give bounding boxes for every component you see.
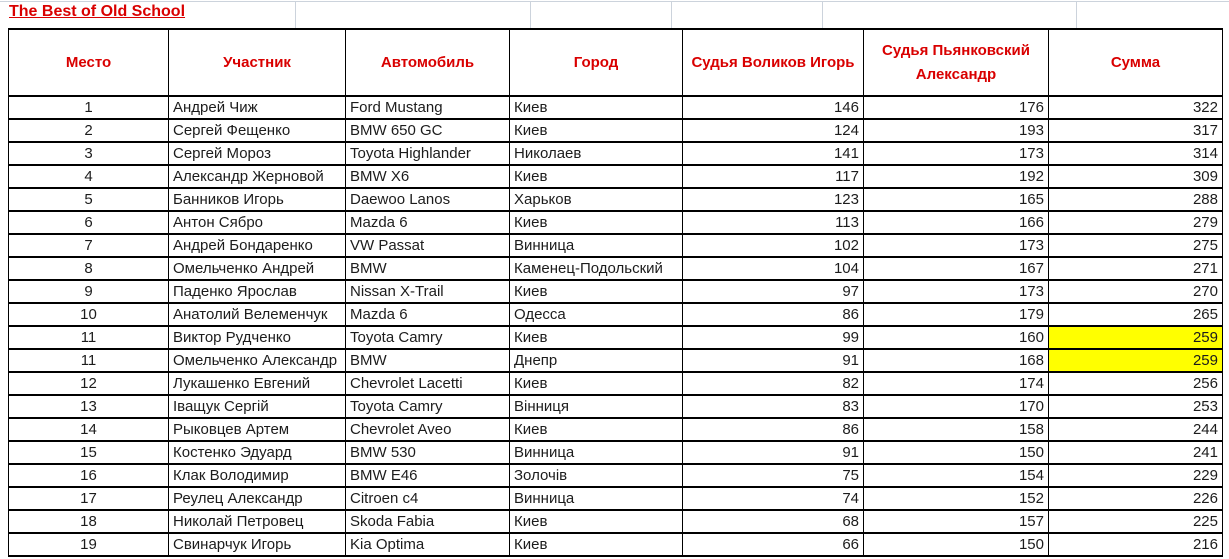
column-header-judge2[interactable]: Судья Пьянковский Александр [864, 29, 1049, 96]
cell-city[interactable]: Киев [510, 533, 683, 556]
table-row [9, 96, 1223, 119]
cell-car[interactable]: Citroen c4 [346, 487, 510, 510]
cell-city[interactable]: Киев [510, 280, 683, 303]
cell-judge2[interactable]: 173 [864, 234, 1049, 257]
cell-judge1[interactable]: 146 [683, 96, 864, 119]
cell-city[interactable]: Винница [510, 441, 683, 464]
results-table [8, 28, 1223, 557]
cell-judge2[interactable]: 152 [864, 487, 1049, 510]
cell-total[interactable]: 271 [1049, 257, 1223, 280]
cell-total[interactable]: 216 [1049, 533, 1223, 556]
cell-place[interactable]: 17 [9, 487, 169, 510]
cell-total[interactable]: 265 [1049, 303, 1223, 326]
cell-city[interactable]: Киев [510, 165, 683, 188]
cell-place[interactable]: 6 [9, 211, 169, 234]
column-header-total[interactable]: Сумма [1049, 29, 1223, 96]
cell-participant[interactable]: Анатолий Велеменчук [169, 303, 346, 326]
column-header-city[interactable]: Город [510, 29, 683, 96]
cell-judge1[interactable]: 91 [683, 441, 864, 464]
cell-car[interactable]: BMW 530 [346, 441, 510, 464]
cell-participant[interactable]: Клак Володимир [169, 464, 346, 487]
cell-judge1[interactable]: 117 [683, 165, 864, 188]
cell-participant[interactable]: Андрей Бондаренко [169, 234, 346, 257]
cell-car[interactable]: Ford Mustang [346, 96, 510, 119]
cell-place[interactable]: 11 [9, 349, 169, 372]
cell-city[interactable]: Харьков [510, 188, 683, 211]
cell-total[interactable]: 317 [1049, 119, 1223, 142]
cell-car[interactable]: Mazda 6 [346, 303, 510, 326]
cell-judge1[interactable]: 75 [683, 464, 864, 487]
cell-total[interactable]: 275 [1049, 234, 1223, 257]
table-row [9, 464, 1223, 487]
cell-judge1[interactable]: 74 [683, 487, 864, 510]
cell-city[interactable]: Киев [510, 510, 683, 533]
table-body [9, 96, 1223, 556]
cell-city[interactable]: Винница [510, 234, 683, 257]
table-row [9, 142, 1223, 165]
cell-judge1[interactable]: 141 [683, 142, 864, 165]
cell-total[interactable]: 253 [1049, 395, 1223, 418]
cell-judge2[interactable]: 165 [864, 188, 1049, 211]
cell-participant[interactable]: Рыковцев Артем [169, 418, 346, 441]
cell-city[interactable]: Николаев [510, 142, 683, 165]
cell-judge2[interactable]: 173 [864, 142, 1049, 165]
cell-participant[interactable]: Сергей Фещенко [169, 119, 346, 142]
cell-judge1[interactable]: 124 [683, 119, 864, 142]
cell-total[interactable]: 259 [1049, 326, 1223, 349]
cell-participant[interactable]: Сергей Мороз [169, 142, 346, 165]
cell-judge2[interactable]: 192 [864, 165, 1049, 188]
cell-total[interactable]: 288 [1049, 188, 1223, 211]
cell-participant[interactable]: Лукашенко Евгений [169, 372, 346, 395]
cell-place[interactable]: 14 [9, 418, 169, 441]
cell-total[interactable]: 314 [1049, 142, 1223, 165]
gridline-vertical [1076, 2, 1077, 28]
cell-place[interactable]: 11 [9, 326, 169, 349]
table-row [9, 211, 1223, 234]
cell-total[interactable]: 225 [1049, 510, 1223, 533]
cell-car[interactable]: BMW [346, 349, 510, 372]
table-row [9, 280, 1223, 303]
cell-car[interactable]: Skoda Fabia [346, 510, 510, 533]
cell-participant[interactable]: Николай Петровец [169, 510, 346, 533]
cell-participant[interactable]: Александр Жерновой [169, 165, 346, 188]
cell-judge2[interactable]: 150 [864, 441, 1049, 464]
cell-place[interactable]: 10 [9, 303, 169, 326]
column-header-participant[interactable]: Участник [169, 29, 346, 96]
cell-place[interactable]: 2 [9, 119, 169, 142]
cell-car[interactable]: Toyota Highlander [346, 142, 510, 165]
cell-place[interactable]: 12 [9, 372, 169, 395]
gridline-vertical [822, 2, 823, 28]
gridline-vertical [671, 2, 672, 28]
cell-participant[interactable]: Іващук Сергій [169, 395, 346, 418]
cell-city[interactable]: Одесса [510, 303, 683, 326]
table-row [9, 372, 1223, 395]
cell-judge1[interactable]: 82 [683, 372, 864, 395]
table-row [9, 349, 1223, 372]
cell-car[interactable]: Toyota Camry [346, 326, 510, 349]
cell-place[interactable]: 9 [9, 280, 169, 303]
cell-city[interactable]: Киев [510, 96, 683, 119]
table-row [9, 533, 1223, 556]
cell-total[interactable]: 229 [1049, 464, 1223, 487]
cell-car[interactable]: BMW X6 [346, 165, 510, 188]
cell-car[interactable]: BMW 650 GC [346, 119, 510, 142]
cell-car[interactable]: Daewoo Lanos [346, 188, 510, 211]
cell-judge1[interactable]: 102 [683, 234, 864, 257]
cell-place[interactable]: 13 [9, 395, 169, 418]
cell-city[interactable]: Киев [510, 211, 683, 234]
cell-total[interactable]: 256 [1049, 372, 1223, 395]
cell-judge1[interactable]: 104 [683, 257, 864, 280]
cell-participant[interactable]: Реулец Александр [169, 487, 346, 510]
cell-total[interactable]: 309 [1049, 165, 1223, 188]
table-row [9, 303, 1223, 326]
cell-judge2[interactable]: 167 [864, 257, 1049, 280]
cell-total[interactable]: 322 [1049, 96, 1223, 119]
cell-judge1[interactable]: 86 [683, 303, 864, 326]
cell-total[interactable]: 244 [1049, 418, 1223, 441]
gridline-horizontal [0, 1, 1229, 2]
cell-judge2[interactable]: 174 [864, 372, 1049, 395]
cell-place[interactable]: 19 [9, 533, 169, 556]
cell-car[interactable]: Chevrolet Aveo [346, 418, 510, 441]
cell-participant[interactable]: Свинарчук Игорь [169, 533, 346, 556]
cell-judge2[interactable]: 193 [864, 119, 1049, 142]
cell-judge1[interactable]: 83 [683, 395, 864, 418]
cell-judge1[interactable]: 66 [683, 533, 864, 556]
cell-car[interactable]: BMW [346, 257, 510, 280]
cell-total[interactable]: 226 [1049, 487, 1223, 510]
cell-judge2[interactable]: 166 [864, 211, 1049, 234]
cell-judge1[interactable]: 97 [683, 280, 864, 303]
header-row [9, 29, 1223, 96]
gridline-vertical [295, 2, 296, 28]
cell-place[interactable]: 18 [9, 510, 169, 533]
cell-car[interactable]: Nissan X-Trail [346, 280, 510, 303]
cell-judge2[interactable]: 179 [864, 303, 1049, 326]
cell-city[interactable]: Золочів [510, 464, 683, 487]
table-row [9, 395, 1223, 418]
cell-participant[interactable]: Омельченко Александр [169, 349, 346, 372]
cell-place[interactable]: 15 [9, 441, 169, 464]
cell-city[interactable]: Киев [510, 119, 683, 142]
cell-total[interactable]: 259 [1049, 349, 1223, 372]
cell-car[interactable]: Mazda 6 [346, 211, 510, 234]
cell-city[interactable]: Киев [510, 418, 683, 441]
cell-city[interactable]: Киев [510, 372, 683, 395]
cell-participant[interactable]: Банников Игорь [169, 188, 346, 211]
cell-place[interactable]: 16 [9, 464, 169, 487]
cell-judge2[interactable]: 150 [864, 533, 1049, 556]
cell-participant[interactable]: Омельченко Андрей [169, 257, 346, 280]
sheet-title: The Best of Old School [9, 3, 186, 20]
table-row [9, 188, 1223, 211]
cell-place[interactable]: 5 [9, 188, 169, 211]
cell-participant[interactable]: Виктор Рудченко [169, 326, 346, 349]
cell-city[interactable]: Вінниця [510, 395, 683, 418]
cell-judge2[interactable]: 173 [864, 280, 1049, 303]
cell-judge1[interactable]: 68 [683, 510, 864, 533]
cell-place[interactable]: 8 [9, 257, 169, 280]
cell-participant[interactable]: Антон Сябро [169, 211, 346, 234]
cell-car[interactable]: Kia Optima [346, 533, 510, 556]
cell-total[interactable]: 279 [1049, 211, 1223, 234]
cell-car[interactable]: VW Passat [346, 234, 510, 257]
cell-participant[interactable]: Андрей Чиж [169, 96, 346, 119]
cell-city[interactable]: Киев [510, 326, 683, 349]
cell-judge1[interactable]: 123 [683, 188, 864, 211]
cell-judge1[interactable]: 86 [683, 418, 864, 441]
table-row [9, 510, 1223, 533]
cell-city[interactable]: Днепр [510, 349, 683, 372]
cell-judge2[interactable]: 158 [864, 418, 1049, 441]
cell-judge2[interactable]: 168 [864, 349, 1049, 372]
cell-total[interactable]: 270 [1049, 280, 1223, 303]
cell-place[interactable]: 7 [9, 234, 169, 257]
cell-judge1[interactable]: 113 [683, 211, 864, 234]
cell-judge2[interactable]: 176 [864, 96, 1049, 119]
cell-judge2[interactable]: 157 [864, 510, 1049, 533]
cell-judge2[interactable]: 154 [864, 464, 1049, 487]
table-row [9, 257, 1223, 280]
cell-place[interactable]: 3 [9, 142, 169, 165]
column-header-judge1[interactable]: Судья Воликов Игорь [683, 29, 864, 96]
cell-car[interactable]: Toyota Camry [346, 395, 510, 418]
gridline-vertical [530, 2, 531, 28]
table-row [9, 441, 1223, 464]
column-header-car[interactable]: Автомобиль [346, 29, 510, 96]
cell-participant[interactable]: Паденко Ярослав [169, 280, 346, 303]
cell-place[interactable]: 4 [9, 165, 169, 188]
cell-place[interactable]: 1 [9, 96, 169, 119]
table-row [9, 487, 1223, 510]
cell-total[interactable]: 241 [1049, 441, 1223, 464]
column-header-place[interactable]: Место [9, 29, 169, 96]
cell-car[interactable]: BMW E46 [346, 464, 510, 487]
table-row [9, 165, 1223, 188]
cell-judge2[interactable]: 160 [864, 326, 1049, 349]
table-row [9, 234, 1223, 257]
table-row [9, 119, 1223, 142]
cell-judge2[interactable]: 170 [864, 395, 1049, 418]
table-row [9, 326, 1223, 349]
cell-judge1[interactable]: 91 [683, 349, 864, 372]
table-row [9, 418, 1223, 441]
cell-city[interactable]: Винница [510, 487, 683, 510]
cell-city[interactable]: Каменец-Подольский [510, 257, 683, 280]
cell-car[interactable]: Chevrolet Lacetti [346, 372, 510, 395]
cell-participant[interactable]: Костенко Эдуард [169, 441, 346, 464]
cell-judge1[interactable]: 99 [683, 326, 864, 349]
